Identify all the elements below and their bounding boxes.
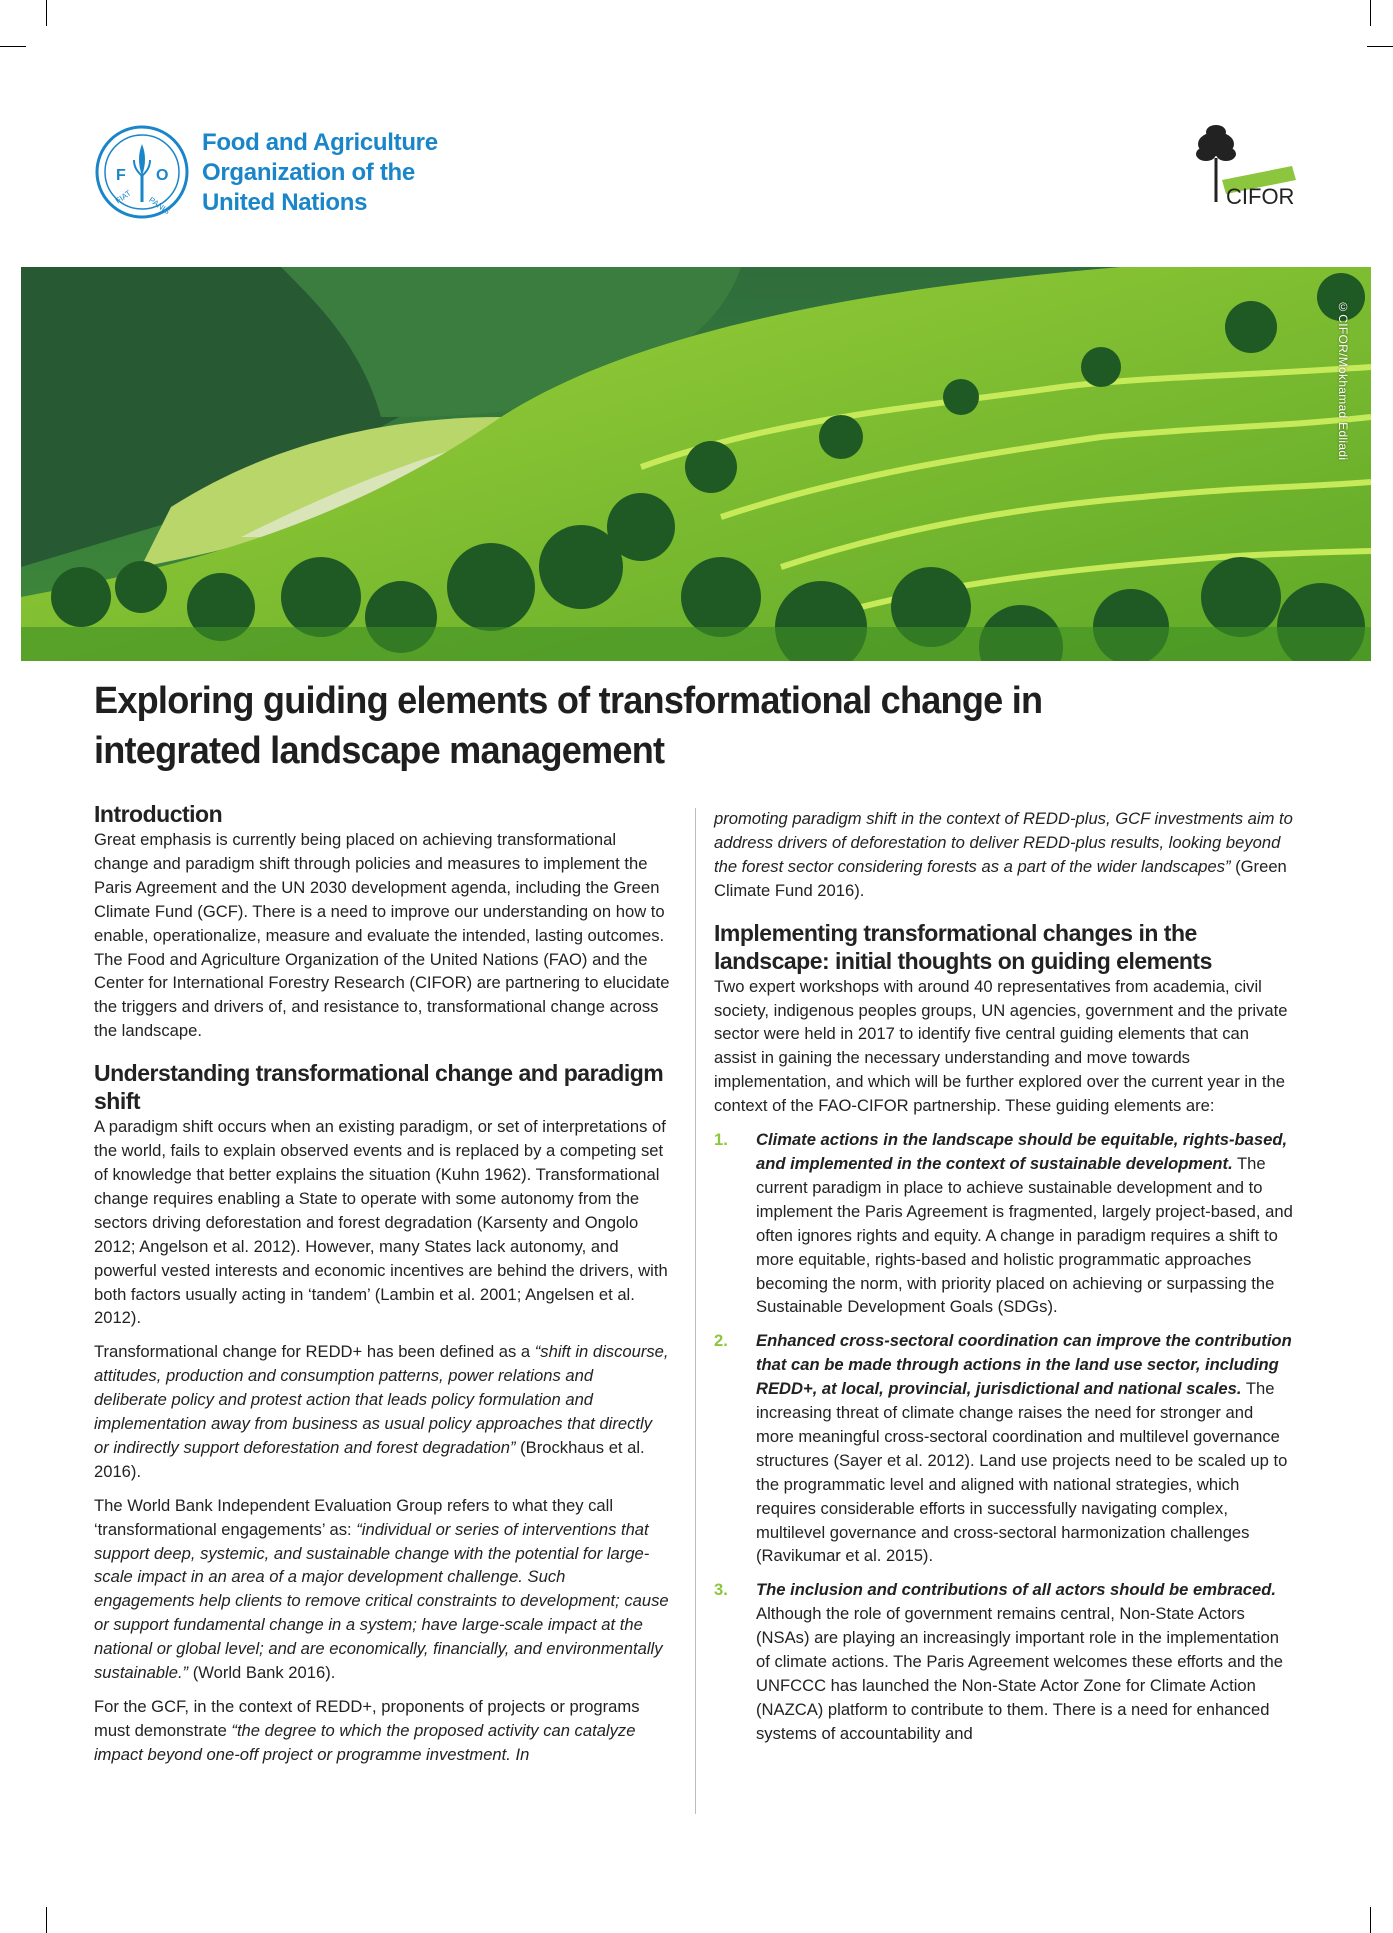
- paragraph: A paradigm shift occurs when an existing paradigm, or set of interpretations of the world, fails to explain observed events and is replaced by a competing set of knowledge that better explains the situation (Kuhn 1962). Transformational change requires enabling a State to operate with some autonomy from the sectors driving deforestation and forest degradation (Karsenty and Ongolo 2012; Angelson et al. 2012). However, many States lack autonomy, and powerful vested interests and economic incentives are behind the drivers, with both factors usually acting in ‘tandem’ (Lambin et al. 2001; Angelsen et al. 2012).: [94, 1117, 668, 1328]
- text-span: The World Bank Independent Evaluation Group refers to what they call ‘transformational engagements’ as:: [94, 1495, 614, 1539]
- text-span: Transformational change for REDD+ has been defined as a: [94, 1342, 535, 1362]
- paragraph: [94, 1494, 670, 1685]
- list-item: [714, 1128, 1294, 1319]
- right-column: [714, 807, 1294, 1756]
- list-item-body: The current paradigm in place to achieve sustainable development and to implement the Paris Agreement is fragmented, largely project-based, and often ignores rights and equity. A change in paradigm requires a shift to more equitable, rights-based and holistic programmatic approaches becoming the norm, with priority placed on achieving or surpassing the Sustainable Development Goals (SDGs).: [756, 1153, 1293, 1317]
- quote-text: “shift in discourse, attitudes, production and consumption patterns, power relations and deliberate policy and protest action that leads policy formulation and implementation away from business as usual policy approaches that directly or indirectly support deforestation and forest degradation”: [94, 1342, 669, 1457]
- cifor-logo-icon: [1192, 118, 1302, 218]
- paragraph: [94, 1695, 670, 1767]
- fao-logo-icon: [94, 124, 190, 220]
- fao-logo-letter: F: [116, 167, 126, 184]
- fao-organization-name: [202, 128, 438, 218]
- quote-text: “individual or series of interventions that support deep, systemic, and sustainable change with the potential for large-scale impact in an area of a major development challenge. Such engagements help clients to remove critical constraints to development; cause or support fundamental change in a system; have large-scale impact at the national or global level; and are economically, financially, and environmentally sustainable.”: [94, 1519, 669, 1683]
- guiding-elements-list: [714, 1128, 1294, 1746]
- paragraph: Two expert workshops with around 40 representatives from academia, civil society, indigenous peoples groups, UN agencies, government and the private sector were held in 2017 to identify five central guiding elements that can assist in gaining the necessary understanding and move towards implementation, and which will be further explored over the current year in the context of the FAO-CIFOR partnership. These guiding elements are:: [714, 976, 1288, 1116]
- list-item-lead: The inclusion and contributions of all actors should be embraced.: [756, 1580, 1277, 1600]
- section-heading-introduction: Introduction: [94, 801, 223, 827]
- fao-name-line: Food and Agriculture: [202, 129, 438, 156]
- text-span: (World Bank 2016).: [188, 1663, 336, 1683]
- crop-mark: [1367, 46, 1393, 47]
- list-item: [714, 1578, 1294, 1745]
- fao-logo-motto: PANIS: [147, 195, 172, 217]
- fao-logo-motto: FIAT: [113, 188, 133, 206]
- text-span: For the GCF, in the context of REDD+, proponents of projects or programs must demonstrate: [94, 1697, 640, 1740]
- list-item-body: Although the role of government remains central, Non-State Actors (NSAs) are playing an increasingly important role in the implementation of climate actions. The Paris Agreement welcomes these efforts and the UNFCCC has launched the Non-State Actor Zone for Climate Action (NAZCA) platform to contribute to them. There is a need for enhanced systems of accountability and: [756, 1604, 1283, 1743]
- left-column: [94, 800, 670, 1767]
- document-title: Exploring guiding elements of transformational change in integrated landscape management: [94, 680, 1043, 772]
- section-heading-understanding: Understanding transformational change and paradigm shift: [94, 1060, 664, 1115]
- crop-mark: [46, 1907, 47, 1933]
- quote-text: promoting paradigm shift in the context of REDD-plus, GCF investments aim to address drivers of deforestation to deliver REDD-plus results, looking beyond the forest sector considering forests as a part of the wider landscapes”: [714, 809, 1293, 876]
- cifor-logo-text: CIFOR: [1226, 184, 1295, 209]
- section-heading-implementing: Implementing transformational changes in the landscape: initial thoughts on guiding elements: [714, 919, 1212, 974]
- crop-mark: [1370, 0, 1371, 26]
- column-divider: [695, 808, 696, 1814]
- list-item: [714, 1329, 1294, 1568]
- text-span: (Brockhaus et al. 2016).: [94, 1437, 645, 1481]
- list-number: 3.: [714, 1580, 728, 1600]
- crop-mark: [0, 46, 26, 47]
- list-item-body: The increasing threat of climate change raises the need for stronger and more meaningful cross-sectoral coordination and multilevel governance structures (Sayer et al. 2012). Land use projects need to be scaled up to the programmatic level and aligned with national strategies, which requires considerable efforts in successfully navigating complex, multilevel governance and cross-sectoral harmonization challenges (Ravikumar et al. 2015).: [756, 1379, 1288, 1566]
- fao-name-line: Organization of the: [202, 159, 415, 186]
- list-item-lead: Enhanced cross-sectoral coordination can improve the contribution that can be made through actions in the land use sector, including REDD+, at local, provincial, jurisdictional and national scales.: [756, 1331, 1292, 1399]
- paragraph: [94, 1340, 670, 1483]
- photo-credit: ©CIFOR/Mokhamad Edliadi: [1336, 300, 1350, 461]
- text-span: (Green Climate Fund 2016).: [714, 856, 1287, 900]
- paragraph: [714, 807, 1294, 903]
- fao-logo-letter: O: [156, 167, 169, 184]
- crop-mark: [1370, 1907, 1371, 1933]
- hero-landscape-photo: [21, 267, 1371, 661]
- paragraph: Great emphasis is currently being placed on achieving transformational change and paradigm shift through policies and measures to implement the Paris Agreement and the UN 2030 development agenda, including the Green Climate Fund (GCF). There is a need to improve our understanding on how to enable, operationalize, measure and evaluate the intended, lasting outcomes. The Food and Agriculture Organization of the United Nations (FAO) and the Center for International Forestry Research (CIFOR) are partnering to elucidate the triggers and drivers of, and resistance to, transformational change across the landscape.: [94, 830, 670, 1041]
- list-item-lead: Climate actions in the landscape should be equitable, rights-based, and implemented in the context of sustainable development.: [756, 1130, 1288, 1173]
- fao-name-line: United Nations: [202, 189, 368, 216]
- quote-text: “the degree to which the proposed activity can catalyze impact beyond one-off project or programme investment. In: [94, 1720, 636, 1764]
- list-number: 2.: [714, 1331, 728, 1351]
- crop-mark: [46, 0, 47, 26]
- list-number: 1.: [714, 1130, 728, 1150]
